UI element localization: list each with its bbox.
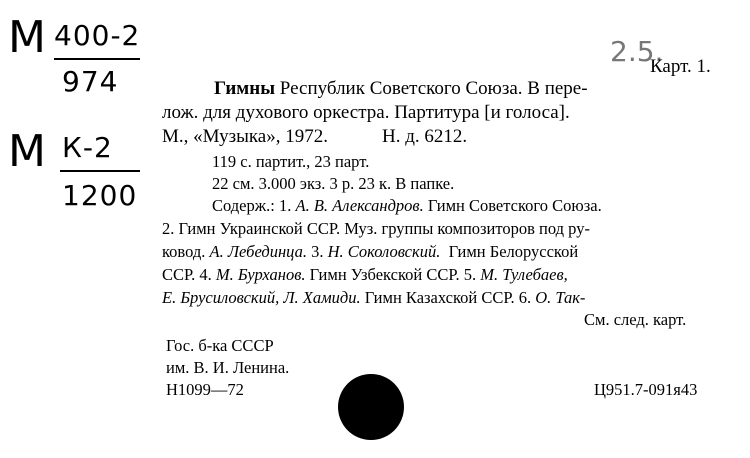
imprint-publisher: М., «Музыка», 1972. bbox=[162, 126, 328, 147]
edition-info: 22 см. 3.000 экз. 3 р. 23 к. В папке. bbox=[212, 174, 455, 193]
title-bold: Гимны bbox=[214, 78, 276, 99]
title-line bbox=[214, 78, 588, 100]
call-number-1-bottom: 974 bbox=[62, 65, 119, 98]
see-next-card: См. след. карт. bbox=[584, 310, 687, 329]
library-name: Гос. б-ка СССР bbox=[166, 336, 274, 355]
contents-line-3 bbox=[162, 242, 578, 262]
composer-name: А. В. Александров. bbox=[295, 196, 424, 215]
contents-text: Гимн Узбекской ССР. 5. bbox=[305, 265, 481, 284]
title-rest: Республик Советского Союза. В пере- bbox=[275, 78, 588, 99]
punch-hole bbox=[338, 374, 404, 440]
call-number-2-rule bbox=[60, 170, 140, 172]
call-number-1-letter: М bbox=[8, 12, 46, 63]
contents-text: 3. bbox=[306, 242, 328, 261]
contents-text: Содерж.: 1. bbox=[212, 196, 296, 215]
classification-code: Ц951.7-091я43 bbox=[594, 380, 698, 399]
imprint-line bbox=[162, 126, 467, 148]
contents-line-5 bbox=[162, 288, 585, 308]
composer-name: А. Лебединца. bbox=[209, 242, 307, 261]
composer-name: М. Тулебаев, bbox=[480, 265, 568, 284]
contents-text: Гимн Белорусской bbox=[440, 242, 579, 261]
call-number-1-top: 400-2 bbox=[54, 19, 141, 52]
title-line-2: лож. для духового оркестра. Партитура [и голоса]. bbox=[162, 102, 570, 123]
composer-name: Н. Соколовский. bbox=[327, 242, 441, 261]
contents-line-2: 2. Гимн Украинской ССР. Муз. группы композиторов под ру- bbox=[162, 219, 590, 238]
stamp-number: 2.5. bbox=[610, 35, 664, 68]
contents-text: ССР. 4. bbox=[162, 265, 216, 284]
pagination: 119 с. партит., 23 парт. bbox=[212, 152, 370, 171]
call-number-1-rule bbox=[54, 58, 140, 60]
composer-name: М. Бурханов. bbox=[215, 265, 306, 284]
library-name-2: им. В. И. Ленина. bbox=[166, 358, 290, 377]
contents-text: ковод. bbox=[162, 242, 210, 261]
library-accession: Н1099—72 bbox=[166, 380, 244, 399]
imprint-number: Н. д. 6212. bbox=[381, 126, 468, 147]
contents-line-4 bbox=[162, 265, 568, 285]
contents-text: Гимн Казахской ССР. 6. bbox=[360, 288, 536, 307]
card-label: Карт. 1. bbox=[650, 56, 711, 77]
call-number-2-top: К-2 bbox=[62, 131, 113, 164]
composer-name: Е. Брусиловский, Л. Хамиди. bbox=[162, 288, 361, 307]
composer-name: О. Так- bbox=[535, 288, 586, 307]
call-number-2-letter: М bbox=[8, 126, 46, 177]
contents-text: Гимн Советского Союза. bbox=[423, 196, 602, 215]
contents-line-1 bbox=[212, 196, 602, 216]
call-number-2-bottom: 1200 bbox=[62, 179, 138, 212]
